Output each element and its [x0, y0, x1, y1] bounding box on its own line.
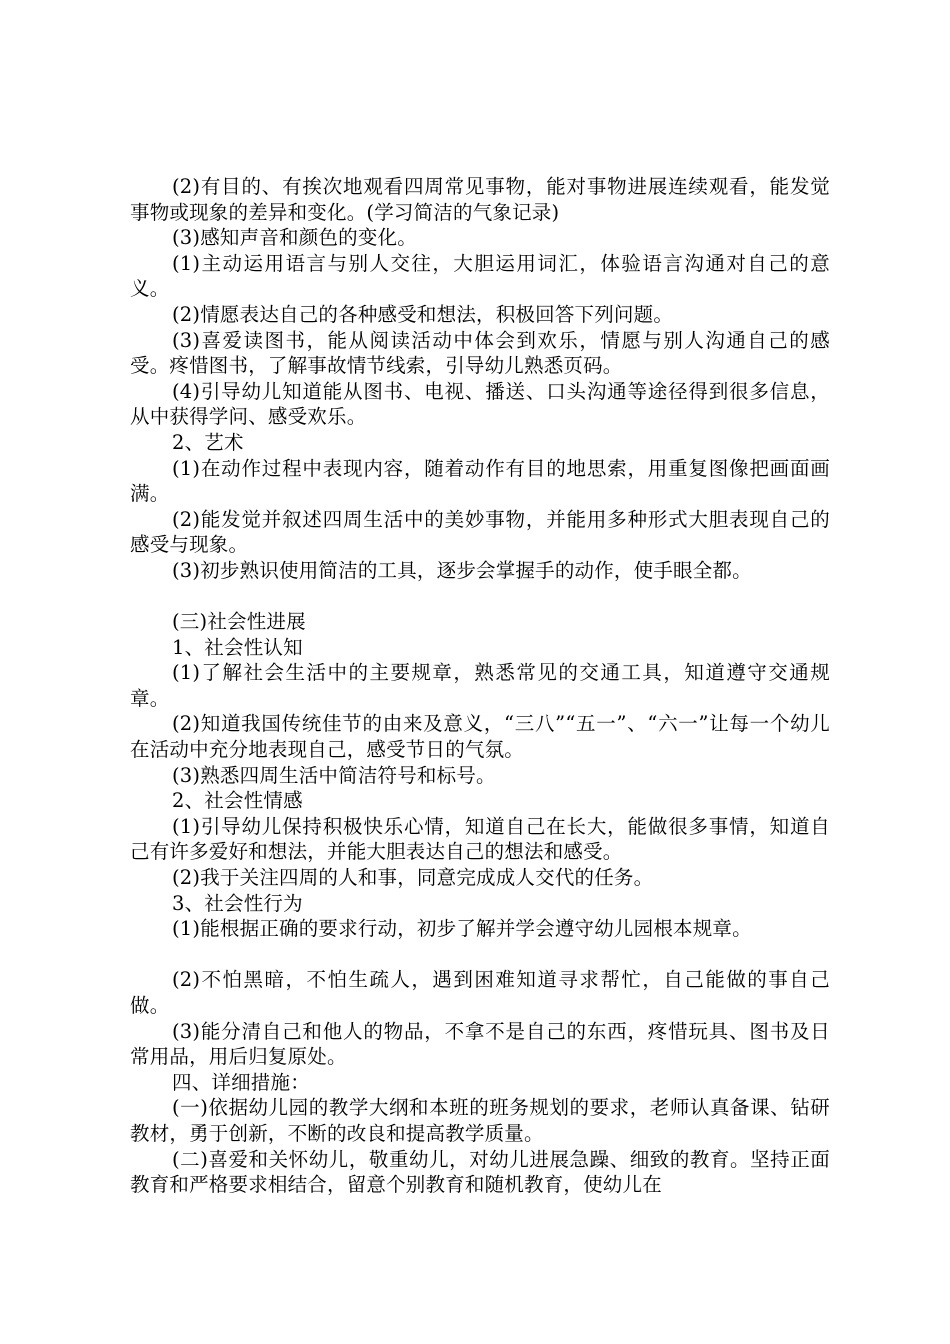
paragraph: (一)依据幼儿园的教学大纲和本班的班务规划的要求，老师认真备课、钻研教材，勇于创新，不断的改良和提高教学质量。 [130, 1096, 830, 1145]
paragraph: (二)喜爱和关怀幼儿，敬重幼儿，对幼儿进展急躁、细致的教育。坚持正面教育和严格要求相结合，留意个别教育和随机教育，使幼儿在 [130, 1147, 830, 1197]
paragraph: (2)有目的、有挨次地观看四周常见事物，能对事物进展连续观看，能发觉事物或现象的差异和变化。(学习简洁的气象记录) [130, 175, 830, 224]
paragraph: (2)知道我国传统佳节的由来及意义，“三八”“五一”、“六一”让每一个幼儿在活动中充分地表现自己，感受节日的气氛。 [130, 712, 830, 762]
section-heading: 四、详细措施： [172, 1070, 310, 1094]
section-heading: 2、社会性情感 [172, 789, 303, 813]
paragraph: (1)能根据正确的要求行动，初步了解并学会遵守幼儿园根本规章。 [172, 917, 752, 941]
paragraph: (3)初步熟识使用简洁的工具，逐步会掌握手的动作，使手眼全都。 [172, 558, 752, 582]
paragraph: (1)了解社会生活中的主要规章，熟悉常见的交通工具，知道遵守交通规章。 [130, 661, 830, 710]
paragraph: (3)熟悉四周生活中简洁符号和标号。 [172, 763, 496, 787]
document-body [130, 174, 830, 1198]
paragraph: (3)能分清自己和他人的物品，不拿不是自己的东西，疼惜玩具、图书及日常用品，用后归复原处。 [130, 1019, 830, 1069]
blank-line [130, 584, 830, 610]
section-heading: 1、社会性认知 [172, 635, 303, 659]
paragraph: (2)不怕黑暗，不怕生疏人，遇到困难知道寻求帮忙，自己能做的事自己做。 [130, 968, 830, 1017]
paragraph: (3)感知声音和颜色的变化。 [172, 226, 417, 250]
paragraph: (2)情愿表达自己的各种感受和想法，积极回答下列问题。 [172, 302, 674, 326]
paragraph: (1)在动作过程中表现内容，随着动作有目的地思索，用重复图像把画面画满。 [130, 456, 830, 506]
section-heading: 3、社会性行为 [172, 891, 303, 915]
paragraph: (2)我于关注四周的人和事，同意完成成人交代的任务。 [172, 866, 654, 890]
section-heading: (三)社会性进展 [172, 610, 306, 634]
paragraph: (4)引导幼儿知道能从图书、电视、播送、口头沟通等途径得到很多信息，从中获得学问、感受欢乐。 [130, 379, 830, 429]
paragraph: (2)能发觉并叙述四周生活中的美妙事物，并能用多种形式大胆表现自己的感受与现象。 [130, 507, 830, 557]
paragraph: (1)引导幼儿保持积极快乐心情，知道自己在长大，能做很多事情，知道自己有许多爱好和想法，并能大胆表达自己的想法和感受。 [130, 814, 830, 864]
section-heading: 2、艺术 [172, 430, 244, 454]
blank-line [130, 942, 830, 968]
paragraph: (1)主动运用语言与别人交往，大胆运用词汇，体验语言沟通对自己的意义。 [130, 251, 830, 301]
paragraph: (3)喜爱读图书，能从阅读活动中体会到欢乐，情愿与别人沟通自己的感受。疼惜图书，了解事故情节线索，引导幼儿熟悉页码。 [130, 328, 830, 378]
